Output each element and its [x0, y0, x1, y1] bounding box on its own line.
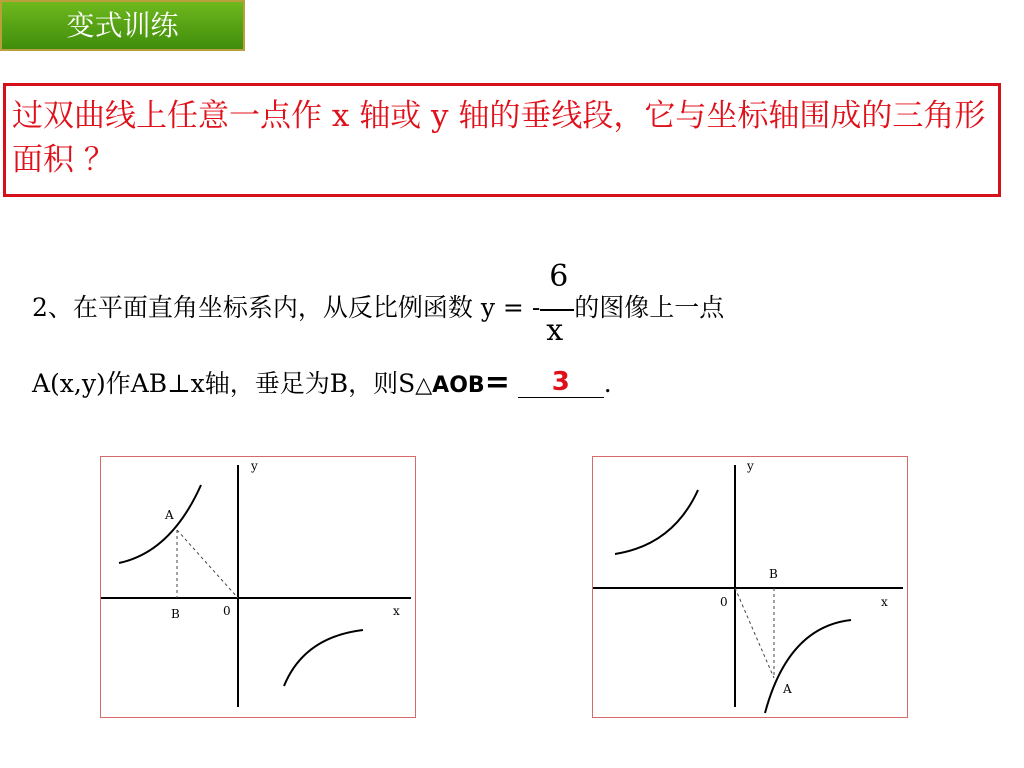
y-label: y — [251, 459, 258, 473]
question-box — [3, 83, 1001, 197]
segment-ao — [177, 530, 238, 598]
fraction-bar — [540, 309, 574, 311]
answer-blank — [518, 367, 604, 398]
problem-line1-prefix: 2、在平面直角坐标系内，从反比例函数 y = - — [32, 293, 541, 322]
fraction-numerator: 6 — [549, 258, 569, 294]
point-b-label: B — [769, 567, 778, 581]
question-text: 过双曲线上任意一点作 x 轴或 y 轴的垂线段，它与坐标轴围成的三角形面积 ？ — [12, 98, 986, 178]
graph-right — [592, 456, 908, 718]
x-label: x — [881, 595, 888, 609]
period: . — [603, 369, 612, 398]
fraction — [540, 258, 574, 348]
triangle-subscript: △AOB — [415, 373, 485, 398]
graph-right-canvas — [593, 457, 909, 719]
point-b-label: B — [171, 607, 180, 621]
problem-line-1 — [32, 258, 725, 348]
origin-label: 0 — [223, 604, 231, 618]
x-label: x — [393, 604, 400, 618]
curve-upper-left — [615, 490, 698, 554]
problem-line2-prefix: A(x,y)作AB⊥x轴，垂足为B，则S — [32, 369, 416, 398]
curve-lower-right — [765, 620, 851, 713]
point-a-label: A — [783, 682, 792, 696]
equals-sign: = — [484, 365, 510, 400]
origin-label: 0 — [720, 595, 728, 609]
curve-upper-left — [119, 485, 201, 563]
section-tag: 变式训练 — [0, 0, 245, 51]
curve-lower-right — [284, 630, 363, 686]
y-label: y — [747, 459, 754, 473]
fraction-denominator: x — [546, 312, 564, 348]
answer-value: 3 — [551, 367, 570, 397]
segment-ao — [735, 588, 774, 678]
graph-left-canvas — [101, 457, 417, 719]
problem-line-2 — [32, 364, 612, 400]
problem-line1-suffix: 的图像上一点 — [574, 293, 725, 322]
graph-left — [100, 456, 416, 718]
point-a-label: A — [165, 508, 174, 522]
